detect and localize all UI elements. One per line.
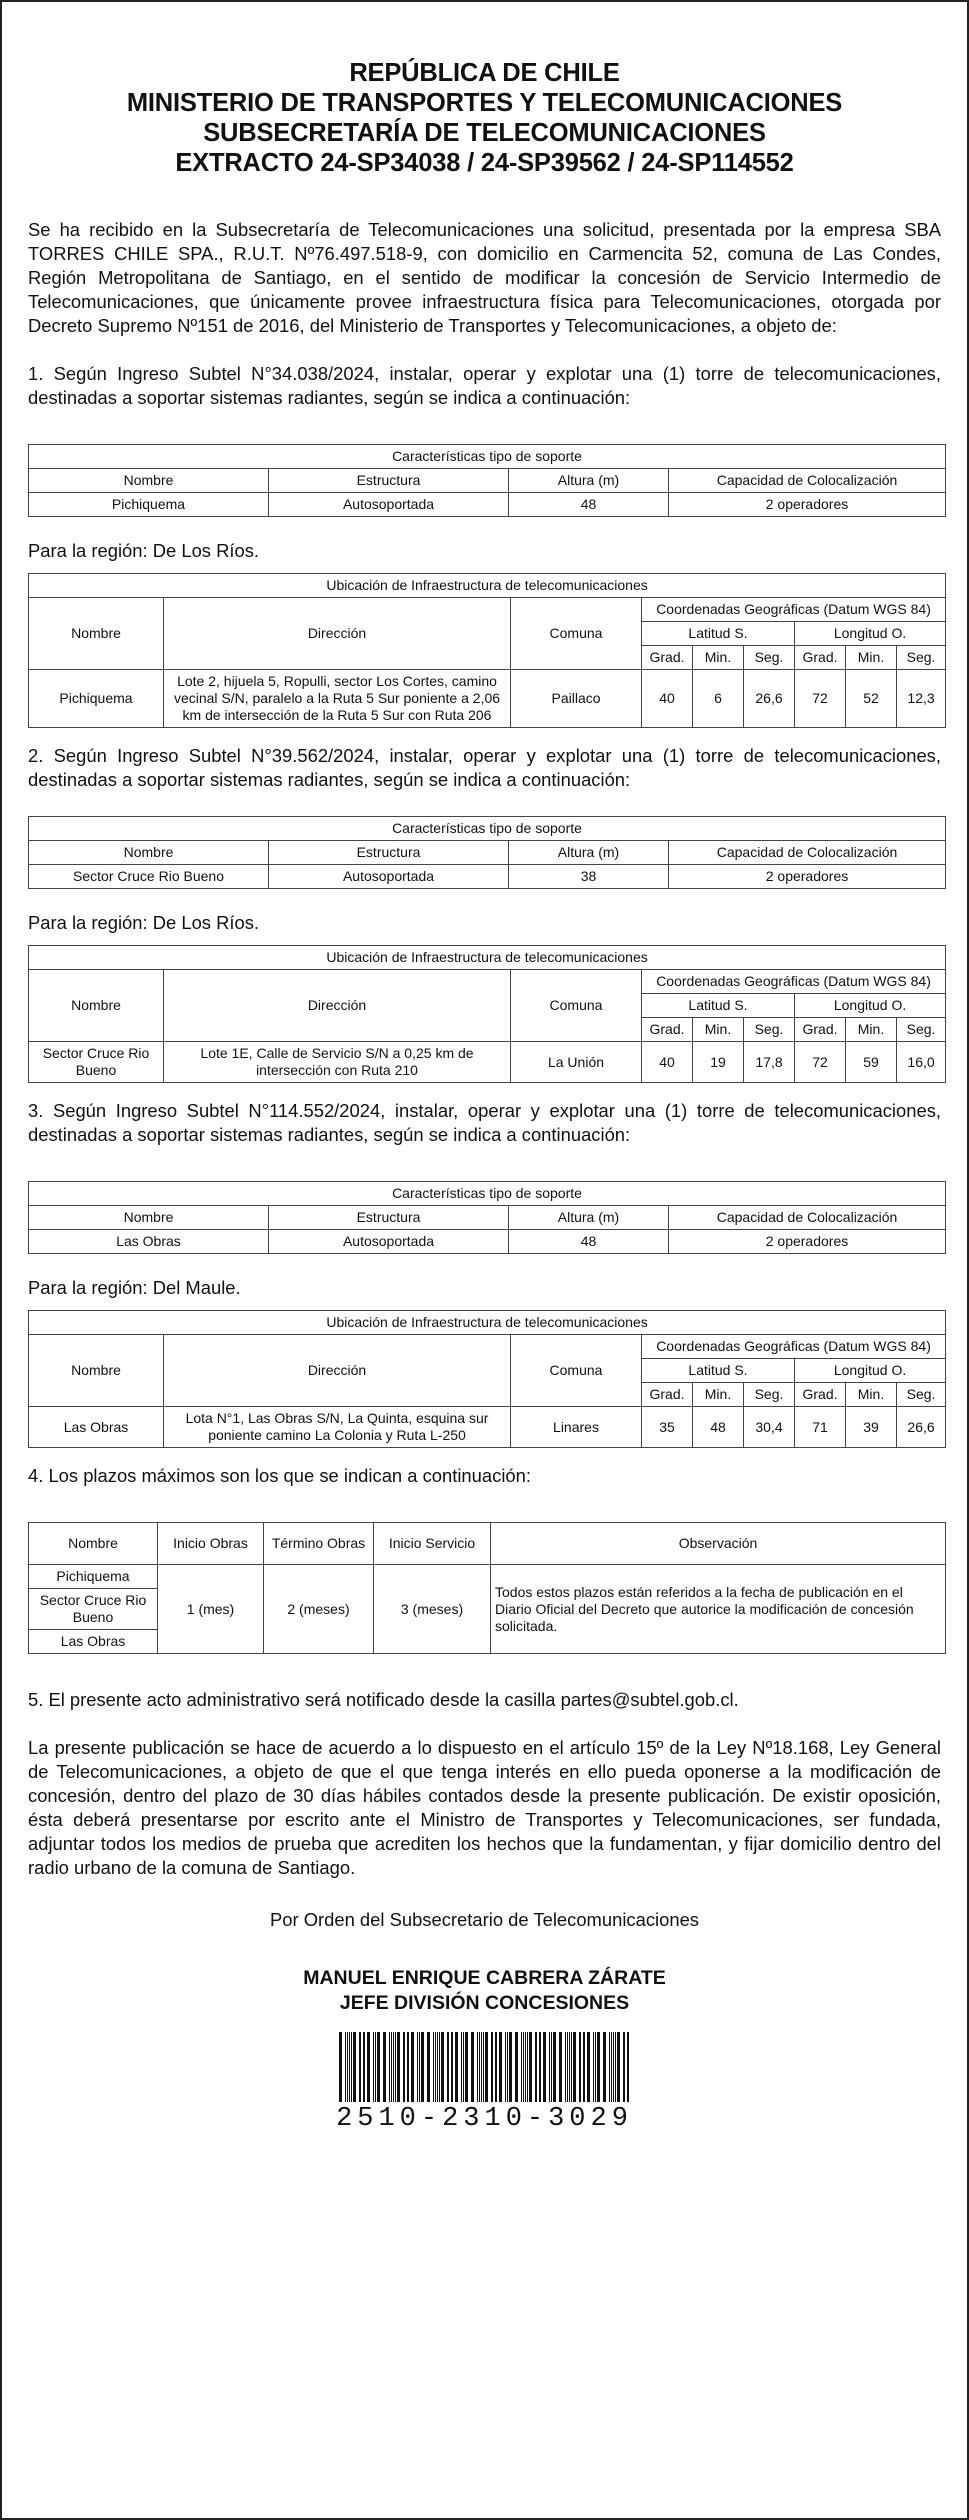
section-1-ubicacion-table xyxy=(28,573,946,728)
section-1-soporte-table xyxy=(28,444,946,517)
plazos-nombre: Las Obras xyxy=(29,1630,158,1654)
ubicacion-col-direccion: Dirección xyxy=(164,598,511,670)
barcode-bar xyxy=(403,2032,405,2102)
plazos-observacion: Todos estos plazos están referidos a la fecha de publicación en el Diario Oficial del Decreto que autorice la modificación de concesión solicitada. xyxy=(491,1565,946,1654)
barcode-bar xyxy=(391,2032,392,2102)
barcode-bar xyxy=(543,2032,546,2102)
barcode-bar xyxy=(539,2032,541,2102)
barcode-bar xyxy=(579,2032,581,2102)
unit-lon-seg: Seg. xyxy=(897,1018,946,1042)
unit-lat-min: Min. xyxy=(693,1383,744,1407)
barcode-bar xyxy=(551,2032,552,2102)
barcode-bar xyxy=(527,2032,528,2102)
signature-title: JEFE DIVISIÓN CONCESIONES xyxy=(339,1992,630,2014)
plazos-col-observacion: Observación xyxy=(491,1523,946,1565)
unit-lat-min: Min. xyxy=(693,1018,744,1042)
barcode-bar xyxy=(419,2032,420,2102)
barcode-bar xyxy=(565,2032,566,2102)
barcode-bar xyxy=(613,2032,614,2102)
unit-lon-seg: Seg. xyxy=(897,1383,946,1407)
coord-lat-grad: 40 xyxy=(642,1042,693,1083)
soporte-title: Características tipo de soporte xyxy=(29,1182,946,1206)
barcode-bar xyxy=(491,2032,493,2102)
signature-order: Por Orden del Subsecretario de Telecomunicaciones xyxy=(269,1909,700,1930)
barcode-bar xyxy=(377,2032,380,2102)
unit-lat-seg: Seg. xyxy=(744,1383,795,1407)
barcode-bar xyxy=(397,2032,400,2102)
barcode-bar xyxy=(367,2032,370,2102)
barcode-bar xyxy=(521,2032,522,2102)
barcode-bar xyxy=(461,2032,462,2102)
soporte-col-capacidad: Capacidad de Colocalización xyxy=(669,1206,946,1230)
section-3-ubicacion-table xyxy=(28,1310,946,1448)
unit-lat-seg: Seg. xyxy=(744,646,795,670)
soporte-col-capacidad: Capacidad de Colocalización xyxy=(669,469,946,493)
barcode-bar xyxy=(465,2032,468,2102)
barcode-bar xyxy=(395,2032,396,2102)
document-header xyxy=(28,58,941,178)
coord-lat-min: 6 xyxy=(693,670,744,728)
plazos-termino-obras: 2 (meses) xyxy=(264,1565,374,1654)
unit-lat-grad: Grad. xyxy=(642,1383,693,1407)
ubicacion-title: Ubicación de Infraestructura de telecomunicaciones xyxy=(29,1311,946,1335)
coord-lon-seg: 12,3 xyxy=(897,670,946,728)
coord-lat-seg: 26,6 xyxy=(744,670,795,728)
barcode-bar xyxy=(433,2032,434,2102)
soporte-altura: 48 xyxy=(509,493,669,517)
barcode-bar xyxy=(609,2032,610,2102)
section-2-ubicacion-table xyxy=(28,945,946,1083)
ubicacion-col-lon: Longitud O. xyxy=(795,994,946,1018)
barcode-bar xyxy=(347,2032,348,2102)
coord-lon-min: 59 xyxy=(846,1042,897,1083)
ubicacion-title: Ubicación de Infraestructura de telecomunicaciones xyxy=(29,946,946,970)
barcode-bar xyxy=(345,2032,346,2102)
ubicacion-comuna: La Unión xyxy=(511,1042,642,1083)
ubicacion-comuna: Paillaco xyxy=(511,670,642,728)
soporte-col-nombre: Nombre xyxy=(29,841,269,865)
ubicacion-col-nombre: Nombre xyxy=(29,1335,164,1407)
ubicacion-direccion: Lote 2, hijuela 5, Ropulli, sector Los Cortes, camino vecinal S/N, paralelo a la Ruta 5 Sur poniente a 2,06 km de intersección de la Ruta 5 Sur con Ruta 206 xyxy=(164,670,511,728)
barcode-bar xyxy=(451,2032,453,2102)
coord-lon-seg: 26,6 xyxy=(897,1407,946,1448)
barcode-bar xyxy=(569,2032,570,2102)
coord-lat-grad: 40 xyxy=(642,670,693,728)
barcode-bar xyxy=(567,2032,568,2102)
soporte-capacidad: 2 operadores xyxy=(669,865,946,889)
section-2-region: Para la región: De Los Ríos. xyxy=(28,912,260,933)
unit-lon-seg: Seg. xyxy=(897,646,946,670)
barcode-bar xyxy=(411,2032,414,2102)
ubicacion-nombre: Pichiquema xyxy=(29,670,164,728)
barcode-bar xyxy=(509,2032,512,2102)
barcode-bar xyxy=(389,2032,390,2102)
unit-lon-grad: Grad. xyxy=(795,1018,846,1042)
plazos-col-termino-obras: Término Obras xyxy=(264,1523,374,1565)
barcode-bar xyxy=(535,2032,537,2102)
plazos-inicio-obras: 1 (mes) xyxy=(158,1565,264,1654)
barcode-bar xyxy=(529,2032,532,2102)
barcode xyxy=(335,2032,635,2134)
coord-lat-seg: 17,8 xyxy=(744,1042,795,1083)
coord-lat-seg: 30,4 xyxy=(744,1407,795,1448)
barcode-bar xyxy=(525,2032,526,2102)
coord-lon-grad: 71 xyxy=(795,1407,846,1448)
soporte-estructura: Autosoportada xyxy=(269,493,509,517)
barcode-bar xyxy=(427,2032,430,2102)
soporte-capacidad: 2 operadores xyxy=(669,493,946,517)
barcode-bar xyxy=(463,2032,464,2102)
section-2-soporte-table xyxy=(28,816,946,889)
barcode-bar xyxy=(483,2032,484,2102)
barcode-bar xyxy=(559,2032,562,2102)
ubicacion-col-lon: Longitud O. xyxy=(795,1359,946,1383)
ubicacion-col-coords: Coordenadas Geográficas (Datum WGS 84) xyxy=(642,1335,946,1359)
plazos-col-nombre: Nombre xyxy=(29,1523,158,1565)
ubicacion-col-nombre: Nombre xyxy=(29,970,164,1042)
soporte-col-altura: Altura (m) xyxy=(509,841,669,865)
unit-lat-grad: Grad. xyxy=(642,1018,693,1042)
ubicacion-col-nombre: Nombre xyxy=(29,598,164,670)
coord-lon-seg: 16,0 xyxy=(897,1042,946,1083)
unit-lon-min: Min. xyxy=(846,1383,897,1407)
barcode-bars xyxy=(335,2032,635,2102)
unit-lon-min: Min. xyxy=(846,646,897,670)
section-3-text: 3. Según Ingreso Subtel N°114.552/2024, instalar, operar y explotar una (1) torre de telecomunicaciones, destinadas a soportar sistemas radiantes, según se indica a continuación: xyxy=(28,1100,941,1145)
intro-paragraph: Se ha recibido en la Subsecretaría de Telecomunicaciones una solicitud, presentada por la empresa SBA TORRES CHILE SPA., R.U.T. Nº76.497.518-9, con domicilio en Carmencita 52, comuna de Las Condes, Región Metropolitana de Santiago, en el sentido de modificar la concesión de Servicio Intermedio de Telecomunicaciones, que únicamente provee infraestructura física para Telecomunicaciones, otorgada por Decreto Supremo Nº151 de 2016, del Ministerio de Transportes y Telecomunicaciones, a objeto de: xyxy=(28,219,941,336)
barcode-bar xyxy=(481,2032,482,2102)
unit-lat-min: Min. xyxy=(693,646,744,670)
barcode-bar xyxy=(593,2032,594,2102)
soporte-col-nombre: Nombre xyxy=(29,469,269,493)
ubicacion-col-lat: Latitud S. xyxy=(642,1359,795,1383)
coord-lat-min: 48 xyxy=(693,1407,744,1448)
soporte-col-nombre: Nombre xyxy=(29,1206,269,1230)
barcode-bar xyxy=(603,2032,606,2102)
barcode-number: 2510-2310-3029 xyxy=(336,2104,633,2134)
header-country: REPÚBLICA DE CHILE xyxy=(349,59,620,87)
soporte-title: Características tipo de soporte xyxy=(29,817,946,841)
ubicacion-nombre: Las Obras xyxy=(29,1407,164,1448)
soporte-col-altura: Altura (m) xyxy=(509,1206,669,1230)
ubicacion-col-lat: Latitud S. xyxy=(642,994,795,1018)
coord-lon-min: 52 xyxy=(846,670,897,728)
barcode-bar xyxy=(617,2032,620,2102)
soporte-col-estructura: Estructura xyxy=(269,841,509,865)
unit-lon-min: Min. xyxy=(846,1018,897,1042)
barcode-bar xyxy=(471,2032,474,2102)
ubicacion-title: Ubicación de Infraestructura de telecomunicaciones xyxy=(29,574,946,598)
barcode-bar xyxy=(505,2032,506,2102)
soporte-estructura: Autosoportada xyxy=(269,1230,509,1254)
barcode-bar xyxy=(571,2032,572,2102)
barcode-bar xyxy=(611,2032,612,2102)
ubicacion-col-comuna: Comuna xyxy=(511,598,642,670)
section-1-text: 1. Según Ingreso Subtel N°34.038/2024, instalar, operar y explotar una (1) torre de telecomunicaciones, destinadas a soportar sistemas radiantes, según se indica a continuación: xyxy=(28,363,941,408)
barcode-bar xyxy=(353,2032,356,2102)
barcode-bar xyxy=(339,2032,342,2102)
section-2-text: 2. Según Ingreso Subtel N°39.562/2024, instalar, operar y explotar una (1) torre de telecomunicaciones, destinadas a soportar sistemas radiantes, según se indica a continuación: xyxy=(28,745,941,790)
soporte-capacidad: 2 operadores xyxy=(669,1230,946,1254)
barcode-bar xyxy=(587,2032,590,2102)
barcode-bar xyxy=(515,2032,518,2102)
coord-lon-min: 39 xyxy=(846,1407,897,1448)
section-3-region: Para la región: Del Maule. xyxy=(28,1277,241,1298)
barcode-bar xyxy=(421,2032,424,2102)
barcode-bar xyxy=(495,2032,497,2102)
soporte-nombre: Pichiquema xyxy=(29,493,269,517)
plazos-inicio-servicio: 3 (meses) xyxy=(374,1565,491,1654)
coord-lat-min: 19 xyxy=(693,1042,744,1083)
plazos-nombre: Pichiquema xyxy=(29,1565,158,1589)
section-1-region: Para la región: De Los Ríos. xyxy=(28,540,260,561)
barcode-bar xyxy=(375,2032,376,2102)
plazos-table xyxy=(28,1522,946,1654)
barcode-bar xyxy=(417,2032,418,2102)
ubicacion-col-coords: Coordenadas Geográficas (Datum WGS 84) xyxy=(642,598,946,622)
signature-block xyxy=(28,1908,941,2016)
plazos-nombre: Sector Cruce Rio Bueno xyxy=(29,1589,158,1630)
barcode-bar xyxy=(479,2032,480,2102)
section-4-text: 4. Los plazos máximos son los que se indican a continuación: xyxy=(28,1465,531,1486)
soporte-col-estructura: Estructura xyxy=(269,469,509,493)
barcode-bar xyxy=(485,2032,488,2102)
ubicacion-col-coords: Coordenadas Geográficas (Datum WGS 84) xyxy=(642,970,946,994)
barcode-bar xyxy=(359,2032,361,2102)
section-3-soporte-table xyxy=(28,1181,946,1254)
barcode-bar xyxy=(595,2032,596,2102)
soporte-altura: 48 xyxy=(509,1230,669,1254)
unit-lat-seg: Seg. xyxy=(744,1018,795,1042)
ubicacion-col-lat: Latitud S. xyxy=(642,622,795,646)
ubicacion-col-direccion: Dirección xyxy=(164,1335,511,1407)
soporte-title: Características tipo de soporte xyxy=(29,445,946,469)
barcode-bar xyxy=(597,2032,600,2102)
unit-lon-grad: Grad. xyxy=(795,646,846,670)
unit-lat-grad: Grad. xyxy=(642,646,693,670)
barcode-bar xyxy=(435,2032,436,2102)
publication-paragraph: La presente publicación se hace de acuerdo a lo dispuesto en el artículo 15º de la Ley Nº18.168, Ley General de Telecomunicaciones, a objeto de que el que tenga interés en ello pueda oponerse a la modificación de concesión, dentro del plazo de 30 días hábiles contados desde la presente publicación. De existir oposición, ésta deberá presentarse por escrito ante el Ministro de Transportes y Telecomunicaciones, ser fundada, adjuntar todos los medios de prueba que acrediten los hechos que la fundamentan, y fijar domicilio dentro del radio urbano de la comuna de Santiago. xyxy=(28,1737,941,1878)
barcode-bar xyxy=(363,2032,365,2102)
soporte-estructura: Autosoportada xyxy=(269,865,509,889)
barcode-bar xyxy=(349,2032,350,2102)
barcode-bar xyxy=(393,2032,394,2102)
barcode-bar xyxy=(549,2032,550,2102)
soporte-altura: 38 xyxy=(509,865,669,889)
soporte-nombre: Las Obras xyxy=(29,1230,269,1254)
barcode-bar xyxy=(439,2032,440,2102)
barcode-bar xyxy=(507,2032,508,2102)
barcode-bar xyxy=(523,2032,524,2102)
unit-lon-grad: Grad. xyxy=(795,1383,846,1407)
header-subsecretariat: SUBSECRETARÍA DE TELECOMUNICACIONES xyxy=(203,119,766,147)
signature-name: MANUEL ENRIQUE CABRERA ZÁRATE xyxy=(303,1967,666,1989)
barcode-bar xyxy=(441,2032,444,2102)
coord-lon-grad: 72 xyxy=(795,1042,846,1083)
ubicacion-direccion: Lota N°1, Las Obras S/N, La Quinta, esquina sur poniente camino La Colonia y Ruta L-250 xyxy=(164,1407,511,1448)
barcode-bar xyxy=(499,2032,502,2102)
plazos-col-inicio-servicio: Inicio Servicio xyxy=(374,1523,491,1565)
ubicacion-col-comuna: Comuna xyxy=(511,970,642,1042)
barcode-bar xyxy=(553,2032,556,2102)
barcode-bar xyxy=(351,2032,352,2102)
barcode-bar xyxy=(477,2032,478,2102)
soporte-col-capacidad: Capacidad de Colocalización xyxy=(669,841,946,865)
plazos-col-inicio-obras: Inicio Obras xyxy=(158,1523,264,1565)
ubicacion-col-comuna: Comuna xyxy=(511,1335,642,1407)
notification-paragraph: 5. El presente acto administrativo será notificado desde la casilla partes@subtel.gob.cl. xyxy=(28,1689,739,1710)
barcode-bar xyxy=(373,2032,374,2102)
barcode-bar xyxy=(447,2032,449,2102)
barcode-bar xyxy=(437,2032,438,2102)
barcode-bar xyxy=(583,2032,585,2102)
coord-lat-grad: 35 xyxy=(642,1407,693,1448)
ubicacion-direccion: Lote 1E, Calle de Servicio S/N a 0,25 km de intersección con Ruta 210 xyxy=(164,1042,511,1083)
header-extract-number: EXTRACTO 24-SP34038 / 24-SP39562 / 24-SP114552 xyxy=(175,149,794,177)
soporte-col-estructura: Estructura xyxy=(269,1206,509,1230)
barcode-bar xyxy=(455,2032,458,2102)
ubicacion-col-direccion: Dirección xyxy=(164,970,511,1042)
ubicacion-col-lon: Longitud O. xyxy=(795,622,946,646)
soporte-nombre: Sector Cruce Rio Bueno xyxy=(29,865,269,889)
ubicacion-comuna: Linares xyxy=(511,1407,642,1448)
barcode-bar xyxy=(383,2032,386,2102)
barcode-bar xyxy=(623,2032,625,2102)
header-ministry: MINISTERIO DE TRANSPORTES Y TELECOMUNICACIONES xyxy=(126,89,843,117)
barcode-bar xyxy=(573,2032,576,2102)
barcode-bar xyxy=(615,2032,616,2102)
barcode-bar xyxy=(627,2032,629,2102)
soporte-col-altura: Altura (m) xyxy=(509,469,669,493)
ubicacion-nombre: Sector Cruce Rio Bueno xyxy=(29,1042,164,1083)
coord-lon-grad: 72 xyxy=(795,670,846,728)
barcode-bar xyxy=(407,2032,409,2102)
